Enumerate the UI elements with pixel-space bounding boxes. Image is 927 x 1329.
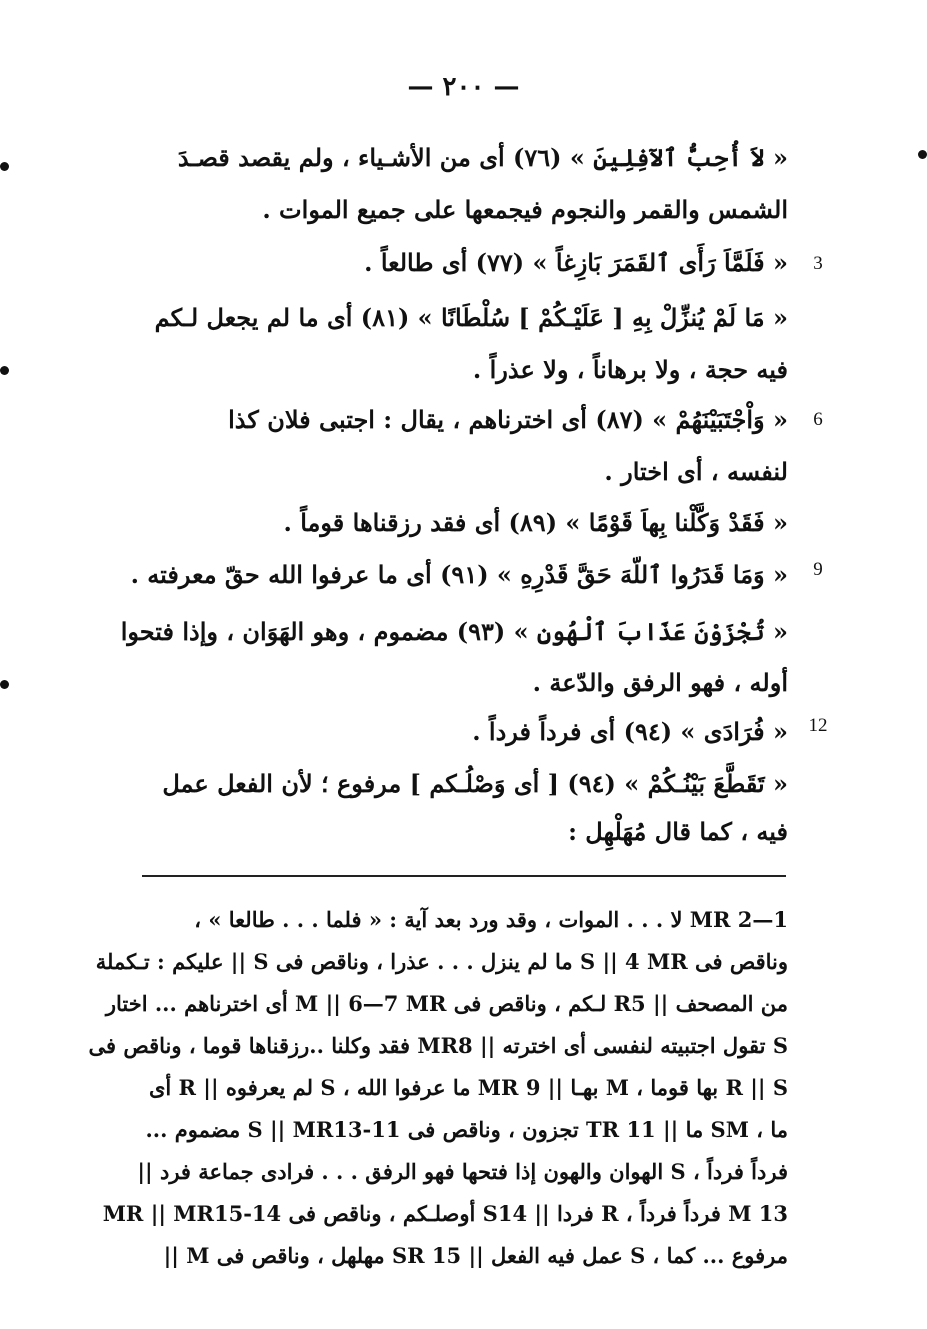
footnote-line-3: من المصحف || R5 لـكم ، وناقص فى M || 6—7 MR أى اخترناهم ... اختار	[105, 991, 788, 1016]
footnote-line-9: مرفوع ... كما ، S عمل فيه الفعل || 15 SR مهلهل ، وناقص فى M ||	[163, 1243, 788, 1268]
text-line-1: « لاَ أُحِبُّ ٱلآفِلِينَ » (٧٦) أى من الأشـياء ، ولم يقصد قصـدَ	[177, 143, 788, 172]
footnote-line-8: 13 M فرداً فرداً ، R فردا || S14 أوصلـكم ، وناقص فى MR || MR15-14	[102, 1201, 788, 1226]
text-line-4: « مَا لَمْ يُنزِّلْ بِهِ [ عَلَيْـكُمْ ] سُلْطَانًا » (٨١) أى ما لم يجعل لـكم	[154, 303, 788, 332]
text-line-7: لنفسه ، أى اختار .	[604, 457, 788, 486]
text-line-9: « وَمَا قَدَرُوا ٱللّهَ حَقَّ قَدْرِهِ » (٩١) أى ما عرفوا الله حقّ معرفته .	[130, 560, 788, 589]
footnote-line-7: فرداً فرداً ، S الهوان والهون إذا فتحها فهو الرفق . . . فرادى جماعة فرد ||	[137, 1159, 788, 1184]
text-line-10: « تُجْزَوْنَ عَذَابَ ٱلْهُونِ » (٩٣) مضموم ، وهو الهَوَان ، وإذا فتحوا	[120, 617, 788, 646]
margin-mark-left	[0, 162, 9, 171]
text-line-11: أوله ، فهو الرفق والدّعة .	[532, 668, 788, 697]
line-number-3: 3	[813, 253, 823, 274]
text-line-12: « فُرَادَى » (٩٤) أى فرداً فرداً .	[472, 717, 788, 746]
footnote-line-4: S تقول اجتبيته لنفسى أى اخترته || MR8 فقد وكلنا ..رزقناها قوما ، وناقص فى	[88, 1033, 788, 1058]
margin-mark-right	[918, 150, 927, 159]
text-line-3: « فَلَمَّاَ رَأَى ٱلقَمَرَ بَازِغاً » (٧٧) أى طالعاً .	[364, 248, 788, 277]
line-number-9: 9	[813, 559, 823, 580]
text-line-8: « فَقَدْ وَكَّلْنا بِهاَ قَوْمًا » (٨٩) أى فقد رزقناها قوماً .	[283, 508, 788, 537]
line-number-6: 6	[813, 409, 823, 430]
text-line-6: « وَاْجْتَبَيْنَهُمْ » (٨٧) أى اخترناهم ، يقال : اجتبى فلان كذا	[228, 405, 788, 434]
footnote-separator	[142, 875, 786, 877]
margin-mark-left	[0, 366, 9, 375]
text-line-5: فيه حجة ، ولا برهاناً ، ولا عذراً .	[472, 355, 788, 384]
text-line-14: فيه ، كما قال مُهَلْهِل :	[568, 817, 788, 846]
text-line-2: الشمس والقمر والنجوم فيجمعها على جميع الموات .	[262, 195, 788, 224]
page-number: — ٢٠٠ —	[407, 72, 520, 102]
footnote-line-2: وناقص فى S || 4 MR ما لم ينزل . . . عذرا ، وناقص فى S || عليكم : تـكملة	[95, 949, 788, 974]
footnote-line-6: ما ، SM ما || 11 TR تجزون ، وناقص فى S || MR13-11 مضموم ...	[145, 1117, 788, 1142]
text-line-13: « تَقَطَّعَ بَيْنُـكُمْ » (٩٤) [ أى وَصْلُـكم ] مرفوع ؛ لأن الفعل عمل	[162, 769, 788, 798]
line-number-12: 12	[808, 715, 828, 736]
margin-mark-left	[0, 680, 9, 689]
footnote-line-5: R || S بها قوما ، M بهـا || 9 MR ما عرفوا الله ، S لم يعرفوه || R أى	[148, 1075, 788, 1100]
footnote-line-1: 1—2 MR لا . . . الموات ، وقد ورد بعد آية : « فلما . . . طالعا » ،	[194, 907, 788, 932]
